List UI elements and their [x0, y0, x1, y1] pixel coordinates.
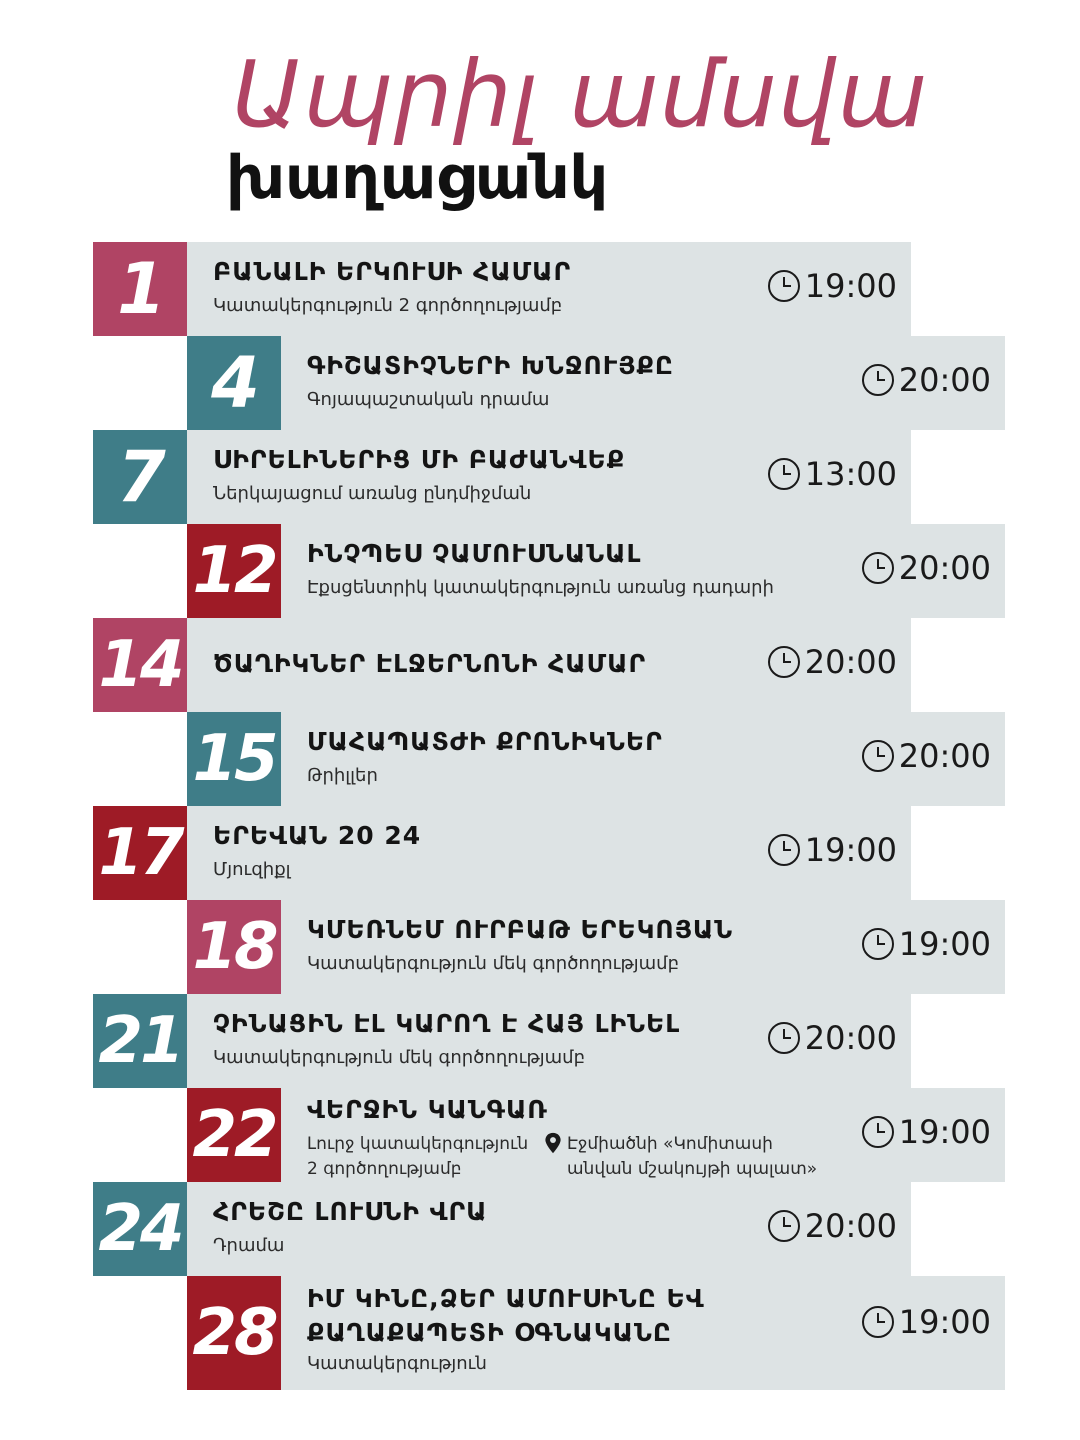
event-day: 22: [187, 1088, 281, 1182]
event-panel: [187, 806, 911, 900]
event-subtitle: Ներկայացում առանց ընդմիջման: [213, 483, 532, 504]
event-day: 4: [187, 336, 281, 430]
event-day: 18: [187, 900, 281, 994]
event-time: [861, 924, 991, 964]
clock-icon: [767, 269, 801, 303]
event-day: 12: [187, 524, 281, 618]
event-row: [187, 900, 1005, 994]
event-time-text: 19:00: [898, 925, 991, 963]
event-subtitle: Գոյապաշտական դրամա: [307, 389, 550, 410]
event-subtitle: Կատակերգություն 2 գործողությամբ: [213, 295, 563, 316]
event-title: ԻՆՉՊԵՍ ՉԱՄՈՒՍՆԱՆԱԼ: [307, 539, 642, 568]
event-row: [93, 618, 911, 712]
clock-icon: [767, 645, 801, 679]
event-subtitle: Կատակերգություն մեկ գործողությամբ: [213, 1047, 585, 1068]
event-title: ՄԱՀԱՊԱՏԺԻ ՔՐՈՆԻԿՆԵՐ: [307, 727, 663, 756]
clock-icon: [861, 739, 895, 773]
event-location-line: Էջմիածնի «Կոմիտասի: [567, 1134, 773, 1154]
clock-icon: [861, 551, 895, 585]
event-row: [93, 430, 911, 524]
location-pin-icon: [543, 1132, 563, 1154]
event-panel: [281, 900, 1005, 994]
clock-icon: [861, 363, 895, 397]
event-panel: [281, 712, 1005, 806]
event-row: [187, 712, 1005, 806]
event-title: ՉԻՆԱՑԻՆ ԷԼ ԿԱՐՈՂ Է ՀԱՅ ԼԻՆԵԼ: [213, 1009, 681, 1038]
event-time-text: 20:00: [804, 1207, 897, 1245]
event-panel: [281, 1088, 1005, 1182]
event-panel: [187, 242, 911, 336]
event-title: ԾԱՂԻԿՆԵՐ ԷԼՋԵՐՆՈՆԻ ՀԱՄԱՐ: [213, 649, 647, 678]
event-row: [187, 524, 1005, 618]
event-panel: [281, 1276, 1005, 1390]
event-time: [767, 830, 897, 870]
event-day: 7: [93, 430, 187, 524]
event-subtitle: Կատակերգություն: [307, 1353, 487, 1374]
event-subtitle-line: Լուրջ կատակերգություն: [307, 1134, 529, 1154]
event-day: 14: [93, 618, 187, 712]
event-time: [861, 1112, 991, 1152]
event-time: [861, 1302, 991, 1342]
event-time-text: 19:00: [804, 831, 897, 869]
event-row: [93, 994, 911, 1088]
event-panel: [187, 1182, 911, 1276]
event-day: 24: [93, 1182, 187, 1276]
clock-icon: [861, 1305, 895, 1339]
event-panel: [281, 524, 1005, 618]
page-subtitle: խաղացանկ: [226, 143, 609, 213]
event-row: [187, 1088, 1005, 1182]
event-time: [861, 548, 991, 588]
page-title: Ապրիլ ամսվա: [232, 41, 929, 148]
clock-icon: [767, 1209, 801, 1243]
event-panel: [187, 618, 911, 712]
event-title: ԵՐԵՎԱՆ 20 24: [213, 821, 422, 850]
clock-icon: [767, 833, 801, 867]
event-time: [767, 266, 897, 306]
event-time: [767, 642, 897, 682]
event-day: 17: [93, 806, 187, 900]
event-title: ԻՄ ԿԻՆԸ,ՁԵՐ ԱՄՈՒՍԻՆԸ ԵՎ ՔԱՂԱՔԱՊԵՏԻ ՕԳՆԱԿԱՆԸ: [307, 1284, 705, 1347]
event-subtitle: Կատակերգություն մեկ գործողությամբ: [307, 953, 679, 974]
event-time-text: 19:00: [898, 1303, 991, 1341]
clock-icon: [861, 927, 895, 961]
event-time: [861, 736, 991, 776]
event-time-text: 13:00: [804, 455, 897, 493]
event-time: [767, 454, 897, 494]
event-subtitle: Էքսցենտրիկ կատակերգություն առանց դադարի: [307, 577, 774, 598]
event-location-line: անվան մշակույթի պալատ»: [567, 1159, 818, 1179]
event-time-text: 20:00: [898, 361, 991, 399]
event-row: [187, 1276, 1005, 1390]
clock-icon: [767, 457, 801, 491]
event-panel: [187, 430, 911, 524]
event-title: ԲԱՆԱԼԻ ԵՐԿՈՒՍԻ ՀԱՄԱՐ: [213, 257, 572, 286]
event-title: ԳԻՇԱՏԻՉՆԵՐԻ ԽՆՋՈՒՅՔԸ: [307, 351, 674, 380]
event-title: ՎԵՐՋԻՆ ԿԱՆԳԱՌ: [307, 1095, 548, 1124]
event-time-text: 19:00: [898, 1113, 991, 1151]
event-time: [767, 1018, 897, 1058]
event-time-text: 20:00: [804, 643, 897, 681]
event-time-text: 20:00: [804, 1019, 897, 1057]
event-title: ԿՄԵՌՆԵՄ ՈՒՐԲԱԹ ԵՐԵԿՈՅԱՆ: [307, 915, 734, 944]
event-panel: [281, 336, 1005, 430]
event-day: 21: [93, 994, 187, 1088]
event-day: 1: [93, 242, 187, 336]
event-time-text: 20:00: [898, 737, 991, 775]
event-subtitle: Թրիլլեր: [307, 765, 378, 786]
clock-icon: [767, 1021, 801, 1055]
event-panel: [187, 994, 911, 1088]
event-title: ՀՐԵՇԸ ԼՈՒՍՆԻ ՎՐԱ: [213, 1197, 488, 1226]
event-time: [861, 360, 991, 400]
clock-icon: [861, 1115, 895, 1149]
event-subtitle: Դրամա: [213, 1235, 285, 1256]
event-day: 28: [187, 1276, 281, 1390]
event-row: [93, 242, 911, 336]
event-time: [767, 1206, 897, 1246]
event-title: ՍԻՐԵԼԻՆԵՐԻՑ ՄԻ ԲԱԺԱՆՎԵՔ: [213, 445, 626, 474]
event-subtitle-line: 2 գործողությամբ: [307, 1159, 462, 1179]
event-subtitle: Մյուզիքլ: [213, 859, 291, 880]
event-time-text: 19:00: [804, 267, 897, 305]
event-location: [543, 1132, 817, 1182]
event-row: [93, 1182, 911, 1276]
event-row: [93, 806, 911, 900]
event-time-text: 20:00: [898, 549, 991, 587]
event-subtitle: [307, 1132, 528, 1182]
event-day: 15: [187, 712, 281, 806]
event-row: [187, 336, 1005, 430]
